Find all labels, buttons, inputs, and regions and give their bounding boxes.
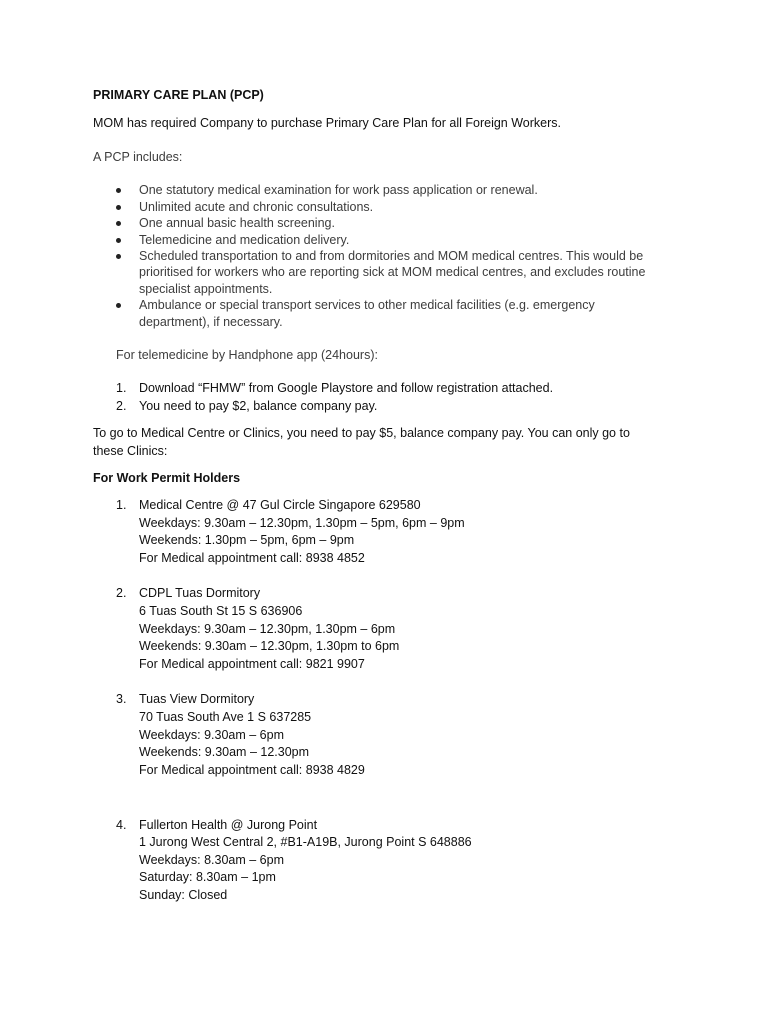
clinic-address: 1 Jurong West Central 2, #B1-A19B, Jurong Point S 648886 (139, 835, 472, 849)
clinics-note: To go to Medical Centre or Clinics, you need to pay $5, balance company pay. You can only go to (93, 426, 630, 440)
clinic-phone: For Medical appointment call: 8938 4852 (139, 551, 365, 565)
clinic-weekday-hours: Weekdays: 8.30am – 6pm (139, 853, 284, 867)
bullet-icon (116, 238, 121, 243)
step-number: 1. (116, 381, 127, 395)
clinic-name: CDPL Tuas Dormitory (139, 586, 261, 600)
clinic-number: 1. (116, 498, 127, 512)
clinic-weekend-hours: Weekends: 9.30am – 12.30pm (139, 745, 310, 759)
clinic-weekday-hours: Weekdays: 9.30am – 12.30pm, 1.30pm – 5pm, 6pm – 9pm (139, 516, 465, 530)
clinic-number: 3. (116, 692, 127, 706)
list-item-text: Unlimited acute and chronic consultations. (139, 200, 374, 214)
step-number: 2. (116, 399, 127, 413)
list-item-text: Scheduled transportation to and from dormitories and MOM medical centres. This would be (139, 249, 644, 263)
list-item-text: prioritised for workers who are reporting sick at MOM medical centres, and excludes routine (139, 265, 646, 279)
clinic-weekend-hours: Weekends: 9.30am – 12.30pm, 1.30pm to 6pm (139, 639, 400, 653)
list-item-text: One annual basic health screening. (139, 216, 335, 230)
list-item-text: Ambulance or special transport services to other medical facilities (e.g. emergency (139, 298, 595, 312)
list-item-text: specialist appointments. (139, 282, 273, 296)
list-item-text: department), if necessary. (139, 315, 283, 329)
bullet-icon (116, 254, 121, 259)
bullet-icon (116, 303, 121, 308)
clinic-saturday-hours: Saturday: 8.30am – 1pm (139, 870, 276, 884)
clinic-address: 6 Tuas South St 15 S 636906 (139, 604, 303, 618)
clinic-weekend-hours: Weekends: 1.30pm – 5pm, 6pm – 9pm (139, 533, 355, 547)
bullet-icon (116, 205, 121, 210)
bullet-icon (116, 221, 121, 226)
step-text: Download “FHMW” from Google Playstore and follow registration attached. (139, 381, 554, 395)
clinic-name: Fullerton Health @ Jurong Point (139, 818, 318, 832)
intro-paragraph: MOM has required Company to purchase Primary Care Plan for all Foreign Workers. (93, 116, 561, 130)
bullet-icon (116, 188, 121, 193)
telemedicine-heading: For telemedicine by Handphone app (24hours): (116, 348, 378, 362)
clinics-note: these Clinics: (93, 444, 168, 458)
clinic-phone: For Medical appointment call: 9821 9907 (139, 657, 365, 671)
clinic-address: 70 Tuas South Ave 1 S 637285 (139, 710, 312, 724)
clinic-number: 2. (116, 586, 127, 600)
list-item-text: One statutory medical examination for work pass application or renewal. (139, 183, 538, 197)
list-item-text: Telemedicine and medication delivery. (139, 233, 350, 247)
clinic-phone: For Medical appointment call: 8938 4829 (139, 763, 365, 777)
clinic-number: 4. (116, 818, 127, 832)
clinic-weekday-hours: Weekdays: 9.30am – 6pm (139, 728, 284, 742)
document-title: PRIMARY CARE PLAN (PCP) (93, 88, 264, 102)
clinic-weekday-hours: Weekdays: 9.30am – 12.30pm, 1.30pm – 6pm (139, 622, 396, 636)
includes-heading: A PCP includes: (93, 150, 183, 164)
clinic-sunday-hours: Sunday: Closed (139, 888, 228, 902)
clinic-name: Medical Centre @ 47 Gul Circle Singapore 629580 (139, 498, 421, 512)
work-permit-heading: For Work Permit Holders (93, 471, 241, 485)
step-text: You need to pay $2, balance company pay. (139, 399, 378, 413)
clinic-name: Tuas View Dormitory (139, 692, 255, 706)
